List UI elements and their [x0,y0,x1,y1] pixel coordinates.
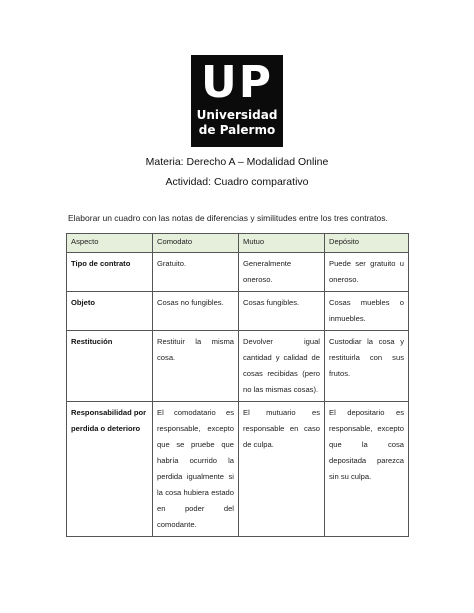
activity-title: Actividad: Cuadro comparativo [165,176,309,188]
cell-deposito: Puede ser gratuito u oneroso. [325,253,409,292]
subject-title: Materia: Derecho A – Modalidad Online [145,156,329,168]
cell-comodato: Gratuito. [153,253,239,292]
university-logo [191,55,283,147]
cell-mutuo: Generalmente oneroso. [239,253,325,292]
cell-mutuo: Devolver igual cantidad y calidad de cosas recibidas (pero no las mismas cosas). [239,331,325,402]
table-header-row [67,234,409,253]
header-comodato: Comodato [153,234,239,253]
logo-line-1: Universidad [196,108,278,122]
cell-mutuo: El mutuario es responsable en caso de culpa. [239,402,325,537]
table-row [67,292,409,331]
comparison-table [66,233,409,537]
header-mutuo: Mutuo [239,234,325,253]
row-aspect: Responsabilidad por perdida o deterioro [67,402,153,537]
intro-paragraph: Elaborar un cuadro con las notas de diferencias y similitudes entre los tres contratos. [68,213,388,223]
table-row [67,402,409,537]
logo-up-text: UP [201,57,273,108]
cell-comodato: Restituir la misma cosa. [153,331,239,402]
row-aspect: Restitución [67,331,153,402]
row-aspect: Objeto [67,292,153,331]
table-row [67,331,409,402]
cell-comodato: Cosas no fungibles. [153,292,239,331]
cell-deposito: Custodiar la cosa y restituirla con sus frutos. [325,331,409,402]
logo-line-2: de Palermo [198,123,276,137]
header-deposito: Depósito [325,234,409,253]
cell-mutuo: Cosas fungibles. [239,292,325,331]
cell-comodato: El comodatario es responsable, excepto que se pruebe que habría ocurrido la perdida igualmente si la cosa hubiera estado en poder del comodante. [153,402,239,537]
table-row [67,253,409,292]
cell-deposito: El depositario es responsable, excepto que la cosa depositada parezca sin su culpa. [325,402,409,537]
cell-deposito: Cosas muebles o inmuebles. [325,292,409,331]
header-aspecto: Aspecto [67,234,153,253]
row-aspect: Tipo de contrato [67,253,153,292]
